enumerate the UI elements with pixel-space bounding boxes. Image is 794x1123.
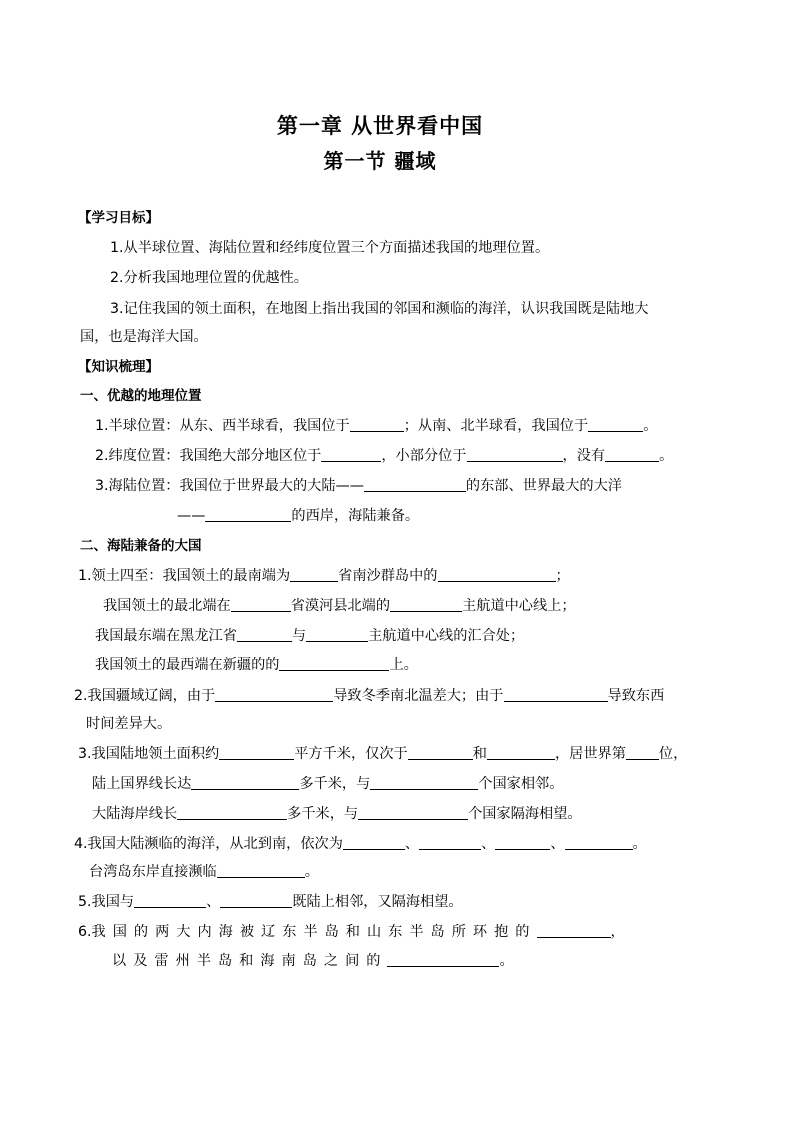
text: 我国领土的最西端在新疆的的 (95, 657, 280, 673)
text: 的西岸，海陆兼备。 (291, 508, 420, 524)
blank[interactable] (487, 745, 555, 760)
text: 省南沙群岛中的 (338, 568, 438, 584)
text: ，小部分位于 (381, 448, 467, 464)
blank[interactable] (537, 923, 611, 938)
s2-line-neighbors (78, 892, 463, 912)
s2-line-strait (112, 951, 514, 971)
text: 导致东西 (607, 688, 665, 704)
blank[interactable] (343, 835, 405, 850)
section-1-heading: 一、优越的地理位置 (80, 388, 202, 404)
blank[interactable] (419, 835, 481, 850)
text: 4.我国大陆濒临的海洋，从北到南，依次为 (74, 836, 343, 852)
objective-item-3: 3.记住我国的领土面积，在地图上指出我国的邻国和濒临的海洋，认识我国既是陆地大 (110, 301, 649, 317)
s2-line-coast (92, 804, 582, 824)
text: 导致冬季南北温差大；由于 (333, 688, 504, 704)
text: 既陆上相邻，又隔海相望。 (292, 894, 463, 910)
text: 我国最东端在黑龙江省 (95, 628, 237, 644)
text: 3.我国陆地领土面积约 (78, 746, 220, 762)
text: 位， (658, 746, 688, 762)
blank[interactable] (219, 745, 294, 760)
knowledge-heading: 【知识梳理】 (78, 359, 159, 375)
blank[interactable] (504, 687, 608, 702)
text: ； (555, 568, 570, 584)
text: 大陆海岸线长 (92, 806, 178, 822)
page-title: 第一章 从世界看中国 (276, 114, 484, 138)
text: 和 (472, 746, 487, 762)
s2-line-south (78, 566, 570, 586)
text: 2.纬度位置：我国绝大部分地区位于 (95, 448, 322, 464)
s1-line-hemisphere (95, 416, 657, 436)
blank[interactable] (217, 863, 305, 878)
blank[interactable] (495, 835, 550, 850)
text: ；从南、北半球看，我国位于 (403, 418, 589, 434)
text: 。 (632, 836, 647, 852)
blank[interactable] (177, 805, 287, 820)
text: ， (610, 924, 625, 940)
text: —— (177, 508, 206, 524)
blank[interactable] (350, 417, 404, 432)
blank[interactable] (565, 835, 633, 850)
s2-line-taiwan (89, 862, 319, 882)
blank[interactable] (390, 597, 462, 612)
text: 。 (304, 864, 319, 880)
text: 平方千米，仅次于 (294, 746, 408, 762)
text: 我国领土的最北端在 (103, 598, 231, 614)
s2-line-west (95, 655, 418, 675)
s2-line-area (78, 744, 687, 764)
blank[interactable] (231, 597, 291, 612)
text: 个国家相邻。 (478, 776, 564, 792)
blank[interactable] (408, 745, 473, 760)
text: 。 (643, 418, 658, 434)
s2-line-east (95, 626, 524, 646)
s2-line-vast (74, 686, 664, 706)
text: ，没有 (562, 448, 606, 464)
text: 1.半球位置：从东、西半球看，我国位于 (95, 418, 350, 434)
text: 个国家隔海相望。 (468, 806, 582, 822)
text: 2.我国疆域辽阔，由于 (74, 688, 216, 704)
blank[interactable] (387, 952, 499, 967)
s1-line-sea-land (95, 476, 622, 496)
blank[interactable] (279, 656, 389, 671)
blank[interactable] (588, 417, 643, 432)
blank[interactable] (467, 447, 563, 462)
s2-line-north (103, 596, 576, 616)
blank[interactable] (605, 447, 659, 462)
blank[interactable] (290, 567, 338, 582)
text: 台湾岛东岸直接濒临 (89, 864, 217, 880)
text: 、 (206, 894, 221, 910)
page-subtitle: 第一节 疆域 (323, 149, 437, 173)
s2-line-vast-cont: 时间差异大。 (86, 716, 172, 732)
text: 上。 (389, 657, 418, 673)
section-2-heading: 二、海陆兼备的大国 (80, 538, 202, 554)
text: 。 (659, 448, 674, 464)
s2-line-border (92, 774, 563, 794)
blank[interactable] (306, 627, 368, 642)
blank[interactable] (370, 775, 478, 790)
blank[interactable] (358, 805, 468, 820)
text: 、 (404, 836, 420, 852)
blank[interactable] (134, 893, 206, 908)
s1-line-sea-land-cont (177, 506, 419, 526)
objective-item-1: 1.从半球位置、海陆位置和经纬度位置三个方面描述我国的地理位置。 (110, 240, 550, 256)
text: 陆上国界线长达 (92, 776, 192, 792)
text: 的东部、世界最大的大洋 (465, 478, 622, 494)
blank[interactable] (191, 775, 299, 790)
text: 5.我国与 (78, 894, 135, 910)
text: 1.领土四至：我国领土的最南端为 (78, 568, 291, 584)
blank[interactable] (220, 893, 292, 908)
blank[interactable] (215, 687, 333, 702)
blank[interactable] (364, 477, 466, 492)
blank[interactable] (438, 567, 556, 582)
blank[interactable] (626, 745, 659, 760)
text: 、 (481, 836, 496, 852)
text: 。 (499, 953, 514, 969)
objective-item-2: 2.分析我国地理位置的优越性。 (110, 270, 308, 286)
blank[interactable] (205, 507, 291, 522)
text: ，居世界第 (554, 746, 626, 762)
text: 6. (78, 924, 92, 940)
text: 3.海陆位置：我国位于世界最大的大陆—— (95, 478, 364, 494)
text: 与 (291, 628, 307, 644)
objectives-heading: 【学习目标】 (78, 210, 159, 226)
text: 主航道中心线的汇合处； (368, 628, 525, 644)
blank[interactable] (237, 627, 292, 642)
text: 、 (550, 836, 565, 852)
text: 省漠河县北端的 (290, 598, 391, 614)
text: 以及雷州半岛和海南岛之间的 (112, 953, 388, 969)
s2-line-seas (74, 834, 647, 854)
s2-line-inland-seas (78, 922, 625, 942)
text: 多千米，与 (299, 776, 371, 792)
text: 我国的两大内海被辽东半岛和山东半岛所环抱的 (91, 924, 537, 940)
text: 主航道中心线上； (462, 598, 576, 614)
blank[interactable] (321, 447, 381, 462)
objective-item-3-cont: 国，也是海洋大国。 (80, 329, 208, 345)
s1-line-latitude (95, 446, 673, 466)
text: 多千米，与 (287, 806, 359, 822)
